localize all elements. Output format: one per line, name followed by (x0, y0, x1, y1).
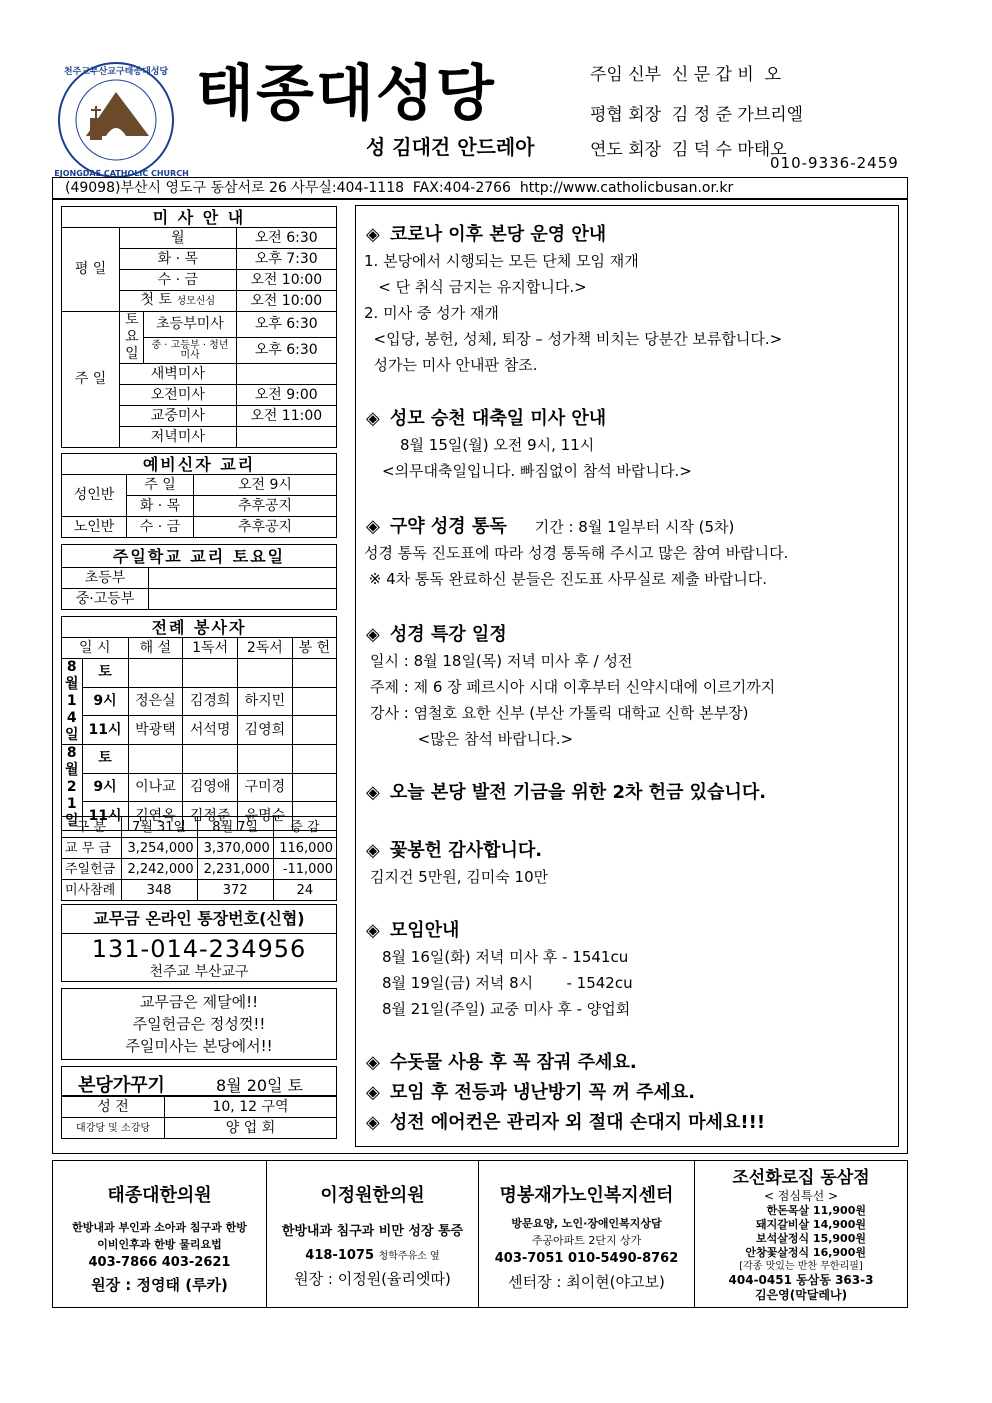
servers-header: 해 설 (128, 638, 183, 659)
weekday-label: 평 일 (62, 228, 120, 312)
decor-title: 본당가꾸기 (78, 1075, 165, 1096)
notice-meetings-title (366, 916, 459, 942)
ad-joseon-hwaro (695, 1161, 907, 1307)
catechumen-day: 화 · 목 (127, 496, 194, 517)
mass-name: 교중미사 (120, 406, 236, 427)
server-commentator (128, 745, 183, 774)
ad-name: 태종대한의원 (107, 1185, 212, 1206)
sunday-school-table (61, 544, 337, 610)
account-title: 교무금 온라인 통장번호(신협) (62, 905, 336, 934)
ad-phone: 418-1075 (305, 1248, 375, 1263)
contact-phone: 010-9336-2459 (770, 154, 899, 172)
notice-title-text: 수돗물 사용 후 꼭 잠궈 주세요. (389, 1052, 637, 1073)
svg-text:천주교부산교구태종대성당: 천주교부산교구태종대성당 (63, 67, 169, 77)
server-reader1 (183, 745, 238, 774)
notice-final-2 (366, 1078, 695, 1104)
finance-value: 3,254,000 (121, 838, 197, 859)
sunday-school-value (149, 568, 337, 589)
servers-time: 토 (82, 745, 128, 774)
slogan-line: 주일헌금은 정성껏!! (132, 1015, 266, 1033)
finance-value: 3,370,000 (197, 838, 273, 859)
notice-line: <의무대축일입니다. 빠짐없이 참석 바랍니다.> (382, 462, 692, 480)
diamond-bullet-icon: ◈ (366, 408, 380, 429)
notice-line: ※ 4차 통독 완료하신 분들은 진도표 사무실로 제출 바랍니다. (364, 570, 768, 588)
catechumen-group: 성인반 (62, 475, 127, 517)
ad-owner: 원장 : 정영태 (루카) (91, 1276, 228, 1294)
ad-line: 한방내과 부인과 소아과 침구과 한방 (72, 1221, 247, 1234)
notice-covid-title (366, 220, 606, 246)
diamond-bullet-icon: ◈ (366, 224, 380, 245)
notice-final-3 (366, 1108, 765, 1134)
ad-owner: 센터장 : 최이현(야고보) (508, 1273, 665, 1291)
council-president-line: 평협 회장 김 정 준 가브리엘 (590, 105, 804, 125)
sunday-school-group: 초등부 (62, 568, 149, 589)
servers-time: 11시 (82, 802, 128, 831)
finance-header: 7월 31일 (121, 817, 197, 838)
diamond-bullet-icon: ◈ (366, 782, 380, 803)
finance-header: 8월 7일 (197, 817, 273, 838)
servers-header: 봉 헌 (292, 638, 336, 659)
catechumen-time: 추후공지 (194, 496, 337, 517)
notice-line: <입당, 봉헌, 성체, 퇴장 – 성가책 비치는 당분간 보류합니다.> (364, 330, 783, 348)
ad-owner: 원장 : 이정원(율리엣따) (294, 1270, 451, 1288)
notice-title-text: 성전 에어컨은 관리자 외 절대 손대지 마세요!!! (389, 1112, 766, 1133)
finance-value: 372 (197, 880, 273, 901)
notice-title-text: 오늘 본당 발전 기금을 위한 2차 헌금 있습니다. (389, 782, 767, 803)
finance-label: 주일헌금 (62, 859, 122, 880)
mass-time: 오후 6:30 (236, 312, 337, 338)
decor-label: 성 전 (62, 1097, 165, 1118)
ad-leejungwon-clinic (267, 1161, 479, 1307)
server-offering (292, 745, 336, 774)
slogan-line: 교무금은 제달에!! (139, 993, 259, 1011)
mass-day-sub: 성모신심 (176, 296, 216, 307)
account-holder: 천주교 부산교구 (149, 964, 249, 980)
notice-bible-title (366, 512, 734, 538)
notice-final-1 (366, 1048, 637, 1074)
notice-line: 성경 통독 진도표에 따라 성경 통독해 주시고 많은 참여 바랍니다. (364, 544, 789, 562)
mass-day (120, 291, 236, 312)
decor-date: 8월 20일 토 (216, 1076, 304, 1095)
ad-name: 이정원한의원 (320, 1185, 425, 1206)
server-reader1: 김정준 (183, 802, 238, 831)
server-reader1: 김경희 (183, 687, 238, 716)
servers-time: 9시 (82, 687, 128, 716)
catechumen-time: 오전 9시 (194, 475, 337, 496)
server-reader1: 서석명 (183, 716, 238, 745)
account-box (61, 904, 337, 982)
church-title: 태종대성당 (196, 59, 496, 129)
mass-day: 월 (120, 228, 236, 249)
mass-time: 오전 11:00 (236, 406, 337, 427)
ad-name: 조선화로집 동삼점 (732, 1168, 870, 1188)
server-offering (292, 687, 336, 716)
notice-assumption-title (366, 404, 606, 430)
mass-time: 오전 10:00 (236, 291, 337, 312)
server-offering (292, 716, 336, 745)
sponsor-ads (52, 1160, 908, 1308)
mass-time: 오후 7:30 (236, 249, 337, 270)
notice-line: 일시 : 8월 18일(목) 저녁 미사 후 / 성전 (370, 652, 633, 670)
mass-time: 오후 6:30 (236, 338, 337, 364)
server-reader2: 하지민 (237, 687, 292, 716)
decor-value: 10, 12 구역 (165, 1097, 337, 1118)
server-commentator: 박광택 (128, 716, 183, 745)
server-reader2: 구미경 (237, 773, 292, 802)
catechumen-group: 노인반 (62, 517, 127, 538)
mass-day: 화 · 목 (120, 249, 236, 270)
finance-change: 116,000 (273, 838, 336, 859)
server-commentator: 김연옥 (128, 802, 183, 831)
menu-price: 14,900원 (812, 1218, 866, 1231)
menu-price: 11,900원 (812, 1204, 866, 1217)
diamond-bullet-icon: ◈ (366, 1112, 380, 1133)
saturday-label: 토요일 (120, 312, 144, 364)
ad-line: 이비인후과 한방 물리요법 (97, 1238, 222, 1251)
menu-name: 돼지갈비살 (755, 1218, 810, 1231)
ad-line: 한방내과 침구과 비만 성장 통증 (281, 1224, 464, 1239)
menu-item (695, 1218, 907, 1232)
servers-time: 토 (82, 659, 128, 688)
ad-myeongbong-center (479, 1161, 695, 1307)
ad-phone: 404-0451 동삼동 363-3 (728, 1273, 874, 1287)
server-reader2 (237, 659, 292, 688)
servers-header: 일 시 (62, 638, 129, 659)
catechumen-day: 수 · 금 (127, 517, 194, 538)
ad-name: 명봉재가노인복지센터 (499, 1185, 674, 1206)
decor-header (61, 1066, 337, 1096)
catechumen-table (61, 453, 337, 538)
slogan-line: 주일미사는 본당에서!! (125, 1037, 273, 1055)
notice-line: 주제 : 제 6 장 페르시아 시대 이후부터 신약시대에 이르기까지 (370, 678, 776, 696)
notice-title-text: 모임안내 (389, 920, 460, 941)
ad-special: < 점심특선 > (763, 1189, 839, 1203)
notice-line: 8월 21일(주일) 교중 미사 후 - 양업회 (382, 1000, 631, 1018)
finance-change: -11,000 (273, 859, 336, 880)
menu-name: 보석살정식 (755, 1232, 810, 1245)
catechumen-time: 추후공지 (194, 517, 337, 538)
account-number: 131-014-234956 (91, 935, 307, 963)
servers-date: 8월14일 (62, 659, 83, 745)
server-reader2: 윤명순 (237, 802, 292, 831)
ad-taejongdae-clinic (53, 1161, 267, 1307)
menu-item (695, 1232, 907, 1246)
catechumen-day: 주 일 (127, 475, 194, 496)
mass-day: 수 · 금 (120, 270, 236, 291)
notice-title-text: 모임 후 전등과 냉난방기 꼭 꺼 주세요. (389, 1082, 696, 1103)
server-commentator: 정은실 (128, 687, 183, 716)
menu-name: 한돈목살 (766, 1204, 810, 1217)
decor-value: 양 업 회 (165, 1118, 337, 1139)
finance-value: 348 (121, 880, 197, 901)
ad-line: 주공아파트 2단지 상가 (531, 1234, 642, 1247)
ad-owner: 김은영(막달레나) (754, 1288, 848, 1302)
finance-value: 2,231,000 (197, 859, 273, 880)
servers-header: 1독서 (183, 638, 238, 659)
notice-line: 김지건 5만원, 김미숙 10만 (370, 868, 549, 886)
notice-line: 2. 미사 중 성가 재개 (364, 304, 499, 322)
servers-time: 11시 (82, 716, 128, 745)
server-reader1: 김영애 (183, 773, 238, 802)
sunday-label: 주 일 (62, 312, 120, 448)
servers-time: 9시 (82, 773, 128, 802)
notice-title-text: 성모 승천 대축일 미사 안내 (389, 408, 607, 429)
finance-label: 미사참례 (62, 880, 122, 901)
mass-title: 미 사 안 내 (62, 207, 337, 228)
notice-line: 성가는 미사 안내판 참조. (364, 356, 538, 374)
servers-header: 2독서 (237, 638, 292, 659)
mass-name: 저녁미사 (120, 427, 236, 448)
slogan-box (61, 988, 337, 1060)
diamond-bullet-icon: ◈ (366, 920, 380, 941)
servers-title: 전례 봉사자 (62, 617, 337, 638)
mass-name: 초등부미사 (144, 312, 236, 338)
menu-name: 안창꽃살정식 (745, 1246, 810, 1259)
notice-lecture-title (366, 620, 507, 646)
finance-header: 증 감 (273, 817, 336, 838)
notice-flowers-title (366, 836, 542, 862)
menu-item (695, 1204, 907, 1218)
notice-title-text: 성경 특강 일정 (389, 624, 507, 645)
svg-text:TAEJONGDAE CATHOLIC CHURCH: TAEJONGDAE CATHOLIC CHURCH (54, 169, 189, 178)
catechumen-title: 예비신자 교리 (62, 454, 337, 475)
mass-time: 오전 10:00 (236, 270, 337, 291)
diamond-bullet-icon: ◈ (366, 840, 380, 861)
notice-title-text: 구약 성경 통독 (389, 516, 507, 537)
pastor-line: 주임 신부 신 문 갑 비 오 (590, 65, 782, 85)
server-reader2: 김영희 (237, 716, 292, 745)
sunday-school-value (149, 589, 337, 610)
sunday-school-group: 중·고등부 (62, 589, 149, 610)
menu-price: 15,900원 (812, 1232, 866, 1245)
ad-phone: 403-7866 403-2621 (88, 1255, 231, 1270)
mass-day-text: 첫 토 (140, 292, 173, 308)
ad-phone: 403-7051 010-5490-8762 (494, 1251, 679, 1266)
server-commentator (128, 659, 183, 688)
notices-panel (355, 205, 899, 1147)
menu-item (695, 1246, 907, 1260)
address-bar: (49098)부산시 영도구 동삼서로 26 사무실:404-1118 FAX:404-2766 http://www.catholicbusan.or.kr (52, 177, 908, 199)
ad-note: [각종 맛있는 반찬 무한리필] (739, 1261, 863, 1272)
notice-line: <많은 참석 바랍니다.> (370, 730, 574, 748)
mass-name: 중 · 고등부 · 청년 미사 (144, 338, 236, 364)
menu-price: 16,900원 (812, 1246, 866, 1259)
finance-value: 2,242,000 (121, 859, 197, 880)
mass-time (236, 427, 337, 448)
mass-time: 오전 6:30 (236, 228, 337, 249)
diamond-bullet-icon: ◈ (366, 516, 380, 537)
mass-time (236, 364, 337, 385)
notice-line: 8월 16일(화) 저녁 미사 후 - 1541cu (382, 948, 629, 966)
notice-line: 8월 15일(월) 오전 9시, 11시 (400, 436, 595, 454)
notice-line: 강사 : 염철호 요한 신부 (부산 가톨릭 대학교 신학 본부장) (370, 704, 749, 722)
patron-saint: 성 김대건 안드레아 (366, 135, 535, 159)
decor-table (61, 1096, 337, 1139)
mass-schedule-table (61, 206, 337, 448)
diamond-bullet-icon: ◈ (366, 1052, 380, 1073)
ad-phone-note: 청학주유소 옆 (378, 1251, 440, 1262)
mass-time: 오전 9:00 (236, 385, 337, 406)
notice-line: < 단 취식 금지는 유지합니다.> (364, 278, 587, 296)
server-commentator: 이나교 (128, 773, 183, 802)
notice-collection-title (366, 778, 766, 804)
diamond-bullet-icon: ◈ (366, 624, 380, 645)
ad-line: 방문요양, 노인·장애인복지상담 (511, 1217, 662, 1230)
finance-change: 24 (273, 880, 336, 901)
finance-header: 구 분 (62, 817, 122, 838)
mass-name: 오전미사 (120, 385, 236, 406)
liturgy-servers-table (61, 616, 337, 831)
mass-name: 새벽미사 (120, 364, 236, 385)
notice-line: 8월 19일(금) 저녁 8시 - 1542cu (382, 974, 633, 992)
server-reader2 (237, 745, 292, 774)
sunday-school-title: 주일학교 교리 토요일 (62, 545, 337, 568)
servers-date: 8월21일 (62, 745, 83, 831)
diamond-bullet-icon: ◈ (366, 1082, 380, 1103)
server-offering (292, 659, 336, 688)
notice-title-text: 코로나 이후 본당 운영 안내 (389, 224, 607, 245)
notice-line: 1. 본당에서 시행되는 모든 단체 모임 재개 (364, 252, 639, 270)
bible-period: 기간 : 8월 1일부터 시작 (5차) (534, 518, 735, 536)
decor-label: 대강당 및 소강당 (62, 1118, 165, 1139)
notice-title-text: 꽃봉헌 감사합니다. (389, 840, 543, 861)
prayer-president-line: 연도 회장 김 덕 수 마태오 (590, 140, 787, 160)
server-offering (292, 773, 336, 802)
server-reader1 (183, 659, 238, 688)
finance-label: 교 무 금 (62, 838, 122, 859)
finance-table (61, 816, 337, 901)
